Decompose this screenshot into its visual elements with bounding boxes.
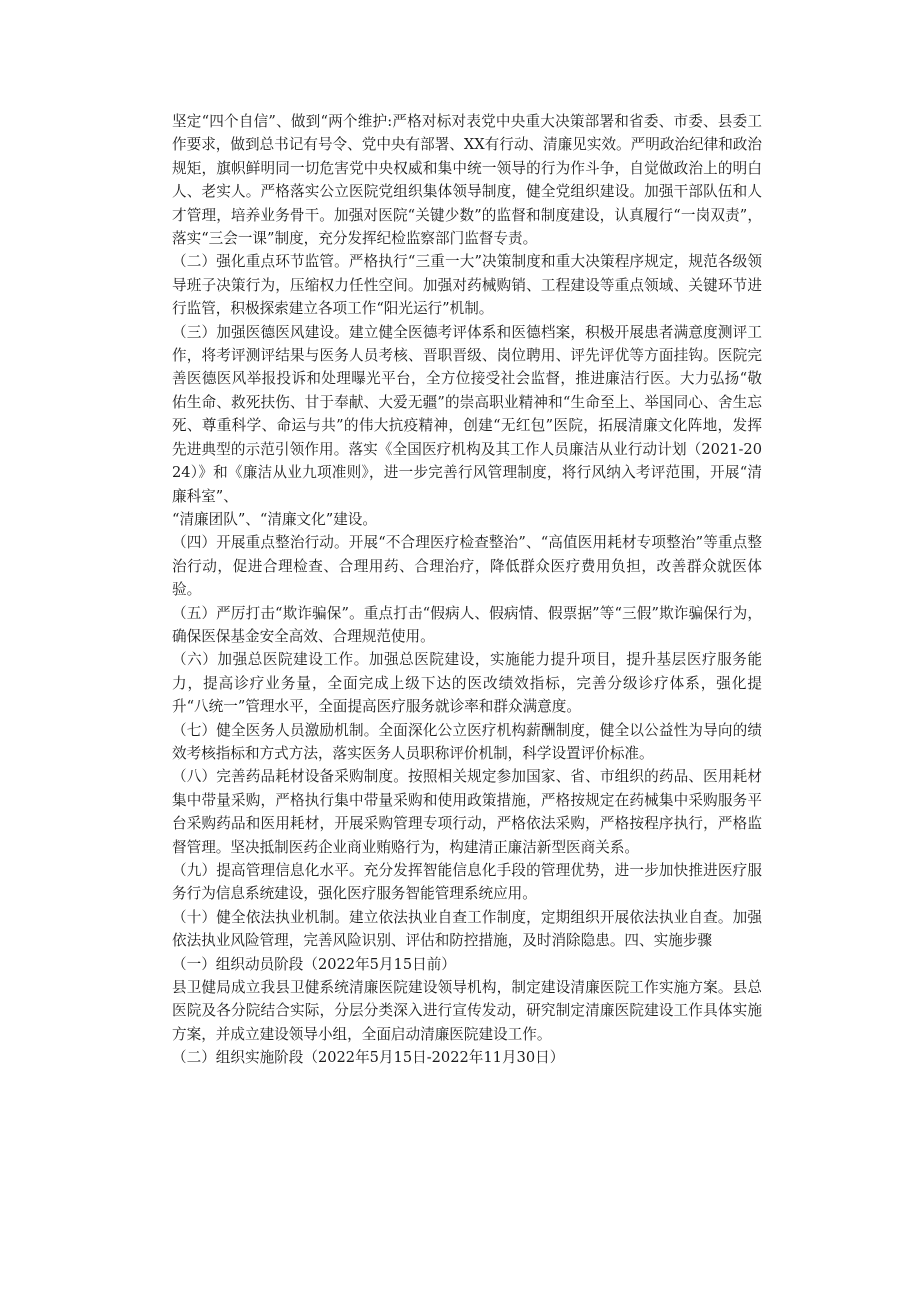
paragraph-medical-ethics: （三）加强医德医风建设。建立健全医德考评体系和医德档案，积极开展患者满意度测评工作，将考评测评结果与医务人员考核、晋职晋级、岗位聘用、评先评优等方面挂钩。医院完善医德医风举报投诉和处理曝光平台，全方位接受社会监督，推进廉洁行医。大力弘扬“敬佑生命、救死扶伤、甘于奉献、大爱无疆”的崇高职业精神和“生命至上、举国同心、舍生忘死、尊重科学、命运与共”的伟大抗疫精神，创建“无红包”医院，拓展清廉文化阵地，发挥先进典型的示范引领作用。落实《全国医疗机构及其工作人员廉洁从业行动计划（2021-2024）》和《廉洁从业九项准则》，进一步完善行风管理制度，将行风纳入考评范围，开展“清廉科室”、 (172, 323, 762, 505)
paragraph-lawful-practice: （十）健全依法执业机制。建立依法执业自查工作制度，定期组织开展依法执业自查。加强依法执业风险管理，完善风险识别、评估和防控措施，及时消除隐患。四、实施步骤 (172, 908, 762, 950)
document-body (172, 110, 762, 1070)
paragraph-clean-team-culture: “清廉团队”、“清廉文化”建设。 (172, 510, 377, 528)
paragraph-key-link-supervision: （二）强化重点环节监管。严格执行“三重一大”决策制度和重大决策程序规定，规范各级领导班子决策行为，压缩权力任性空间。加强对药械购销、工程建设等重点领域、关键环节进行监管，积极探索建立各项工作“阳光运行”机制。 (172, 253, 762, 318)
paragraph-general-hospital: （六）加强总医院建设工作。加强总医院建设，实施能力提升项目，提升基层医疗服务能力，提高诊疗业务量，全面完成上级下达的医改绩效指标，完善分级诊疗体系，强化提升“八统一”管理水平，全面提高医疗服务就诊率和群众满意度。 (172, 651, 762, 716)
heading-mobilization-stage: （一）组织动员阶段（2022年5月15日前） (172, 955, 456, 973)
paragraph-mobilization-details: 县卫健局成立我县卫健系统清廉医院建设领导机构，制定建设清廉医院工作实施方案。县总医院及各分院结合实际，分层分类深入进行宣传发动，研究制定清廉医院建设工作具体实施方案，并成立建设领导小组，全面启动清廉医院建设工作。 (172, 979, 762, 1043)
paragraph-rectification-actions: （四）开展重点整治行动。开展“不合理医疗检查整治”、“高值医用耗材专项整治”等重点整治行动，促进合理检查、合理用药、合理治疗，降低群众医疗费用负担，改善群众就医体验。 (172, 534, 762, 599)
paragraph-procurement-system: （八）完善药品耗材设备采购制度。按照相关规定参加国家、省、市组织的药品、医用耗材集中带量采购，严格执行集中带量采购和使用政策措施，严格按规定在药械集中采购服务平台采购药品和医用耗材，开展采购管理专项行动，严格依法采购，严格按程序执行，严格监督管理。坚决抵制医药企业商业贿赂行为，构建清正廉洁新型医商关系。 (172, 768, 762, 856)
paragraph-incentive-mechanism: （七）健全医务人员激励机制。全面深化公立医疗机构薪酬制度，健全以公益性为导向的绩效考核指标和方式方法，落实医务人员职称评价机制，科学设置评价标准。 (172, 721, 762, 762)
paragraph-insurance-fraud: （五）严厉打击“欺诈骗保”。重点打击“假病人、假病情、假票据”等“三假”欺诈骗保行为，确保医保基金安全高效、合理规范使用。 (172, 604, 762, 645)
heading-implementation-stage: （二）组织实施阶段（2022年5月15日-2022年11月30日） (172, 1049, 565, 1067)
paragraph-political-discipline: 坚定“四个自信”、做到“两个维护:严格对标对表党中央重大决策部署和省委、市委、县委工作要求，做到总书记有号令、党中央有部署、XX有行动、清廉见实效。严明政治纪律和政治规矩，旗帜鲜明同一切危害党中央权威和集中统一领导的行为作斗争，自觉做政治上的明白人、老实人。严格落实公立医院党组织集体领导制度，健全党组织建设。加强干部队伍和人才管理，培养业务骨干。加强对医院“关键少数”的监督和制度建设，认真履行“一岗双责”，落实“三会一课”制度，充分发挥纪检监察部门监督专责。 (172, 113, 762, 248)
paragraph-informatization: （九）提高管理信息化水平。充分发挥智能信息化手段的管理优势，进一步加快推进医疗服务行为信息系统建设，强化医疗服务智能管理系统应用。 (172, 862, 762, 903)
